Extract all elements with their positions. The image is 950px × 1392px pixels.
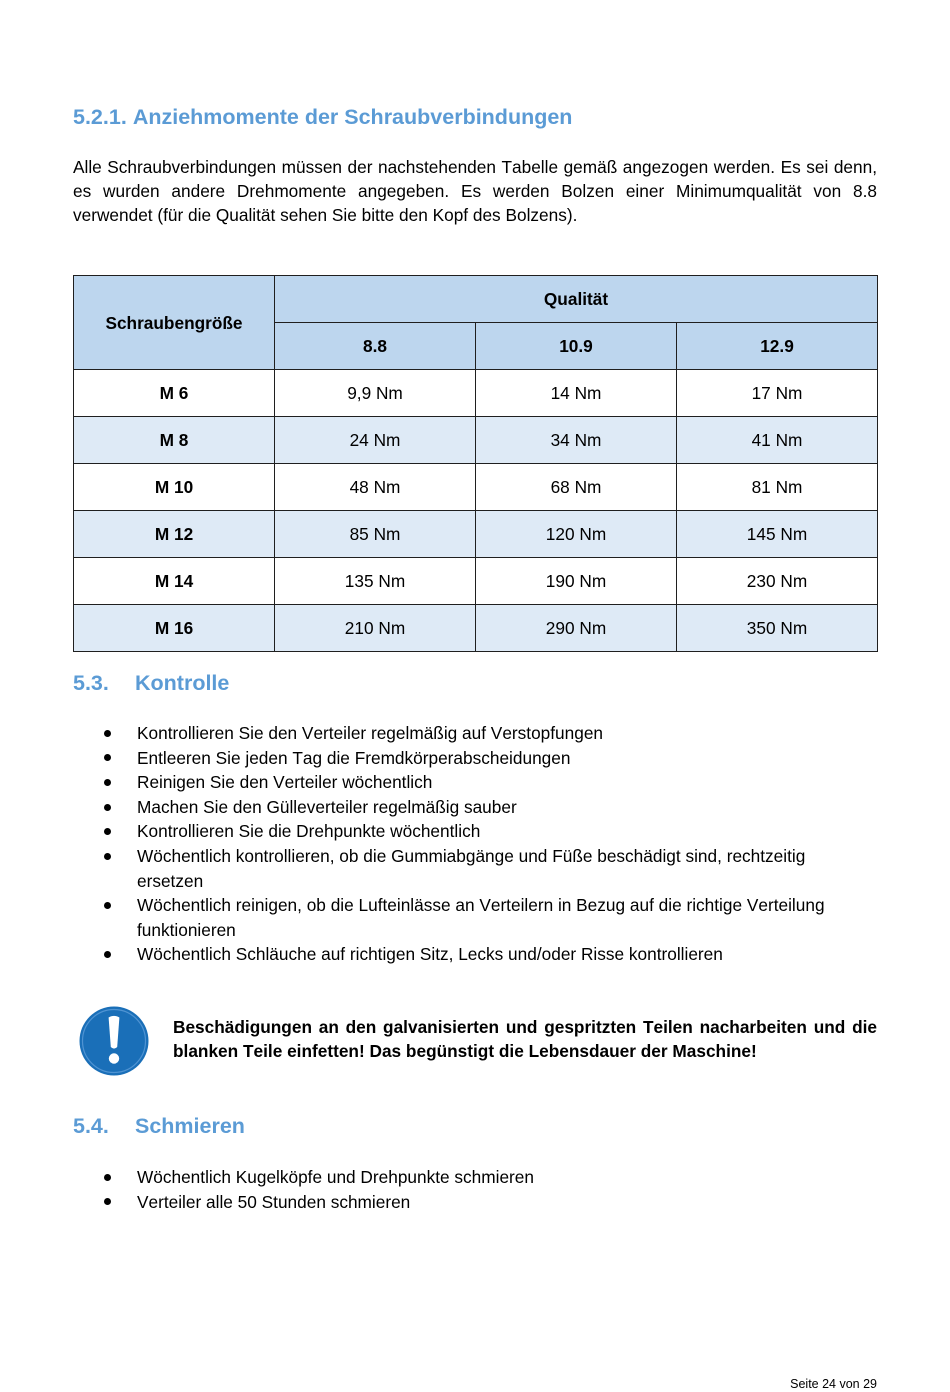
list-item-text: Kontrollieren Sie die Drehpunkte wöchentlich [137,821,481,842]
list-item [137,795,862,820]
grade-header: 8.8 [275,323,476,370]
bullet-icon [104,1198,111,1205]
bolt-size-cell: M 14 [74,558,275,605]
torque-cell: 9,9 Nm [275,370,476,417]
table-row [74,558,878,605]
list-item-text: Wöchentlich Schläuche auf richtigen Sitz, Lecks und/oder Risse kontrollieren [137,944,723,965]
list-item-text: Wöchentlich reinigen, ob die Lufteinlässe an Verteilern in Bezug auf die richtige Verteilung funktionieren [137,895,825,940]
table-row [74,370,878,417]
list-item [137,721,862,746]
list-item [137,1165,862,1190]
bolt-size-column-header: Schraubengröße [74,276,275,370]
torque-cell: 81 Nm [677,464,878,511]
bolt-size-cell: M 16 [74,605,275,652]
section-title: Anziehmomente der Schraubverbindungen [132,105,573,129]
page-number: Seite 24 von 29 [790,1377,877,1391]
bullet-icon [104,804,111,811]
list-item-text: Machen Sie den Gülleverteiler regelmäßig sauber [137,796,517,817]
grade-header: 12.9 [677,323,878,370]
torque-cell: 48 Nm [275,464,476,511]
list-item-text: Reinigen Sie den Verteiler wöchentlich [137,772,433,793]
bullet-icon [104,902,111,909]
bolt-size-cell: M 6 [74,370,275,417]
torque-cell: 350 Nm [677,605,878,652]
section-title: Kontrolle [135,671,230,695]
table-row [74,605,878,652]
bolt-size-cell: M 8 [74,417,275,464]
torque-cell: 24 Nm [275,417,476,464]
bullet-icon [104,951,111,958]
list-item [137,893,862,942]
section-number: 5.3. [73,671,109,695]
section-heading-5-4 [73,1112,245,1140]
bullet-icon [104,779,111,786]
section-title: Schmieren [135,1114,245,1138]
table-row [74,511,878,558]
list-item-text: Kontrollieren Sie den Verteiler regelmäßig auf Verstopfungen [137,723,604,743]
exclamation-icon [79,1006,149,1076]
torque-cell: 85 Nm [275,511,476,558]
list-item-text: Entleeren Sie jeden Tag die Fremdkörperabscheidungen [137,747,571,768]
torque-cell: 290 Nm [476,605,677,652]
torque-cell: 145 Nm [677,511,878,558]
torque-cell: 120 Nm [476,511,677,558]
notice-text: Beschädigungen an den galvanisierten und gespritzten Teilen nacharbeiten und die blanken Teile einfetten! Das begünstigt die Lebensdauer der Maschine! [173,1017,877,1061]
torque-cell: 230 Nm [677,558,878,605]
torque-cell: 210 Nm [275,605,476,652]
inspection-checklist [137,721,862,967]
table-row [74,464,878,511]
lubrication-checklist [137,1165,862,1214]
torque-cell: 17 Nm [677,370,878,417]
torque-cell: 41 Nm [677,417,878,464]
section-number: 5.4. [73,1114,109,1138]
intro-paragraph: Alle Schraubverbindungen müssen der nachstehenden Tabelle gemäß angezogen werden. Es sei denn, es wurden andere Drehmomente angegeben. Es werden Bolzen einer Minimumqualität von 8.8 verwendet (für die Qualität sehen Sie bitte den Kopf des Bolzens). [73,157,877,225]
list-item-text: Wöchentlich kontrollieren, ob die Gummiabgänge und Füße beschädigt sind, rechtzeitig ersetzen [137,845,806,891]
torque-cell: 68 Nm [476,464,677,511]
list-item [137,746,862,771]
list-item [137,1190,862,1215]
grade-header: 10.9 [476,323,677,370]
list-item [137,819,862,844]
torque-cell: 34 Nm [476,417,677,464]
torque-cell: 14 Nm [476,370,677,417]
bolt-size-cell: M 12 [74,511,275,558]
bullet-icon [104,754,111,761]
list-item [137,770,862,795]
torque-cell: 135 Nm [275,558,476,605]
torque-cell: 190 Nm [476,558,677,605]
table-header-row [74,276,878,323]
list-item-text: Wöchentlich Kugelköpfe und Drehpunkte schmieren [137,1167,534,1187]
bullet-icon [104,853,111,860]
bullet-icon [104,730,111,737]
bullet-icon [104,828,111,835]
bullet-icon [104,1174,111,1181]
list-item [137,942,862,967]
quality-column-header: Qualität [275,276,878,323]
list-item [137,844,862,893]
table-row [74,417,878,464]
list-item-text: Verteiler alle 50 Stunden schmieren [137,1191,411,1212]
section-heading-5-3 [73,669,229,697]
section-number: 5.2.1. [73,105,127,129]
torque-table [73,275,878,652]
bolt-size-cell: M 10 [74,464,275,511]
section-heading-5-2-1 [73,103,572,131]
